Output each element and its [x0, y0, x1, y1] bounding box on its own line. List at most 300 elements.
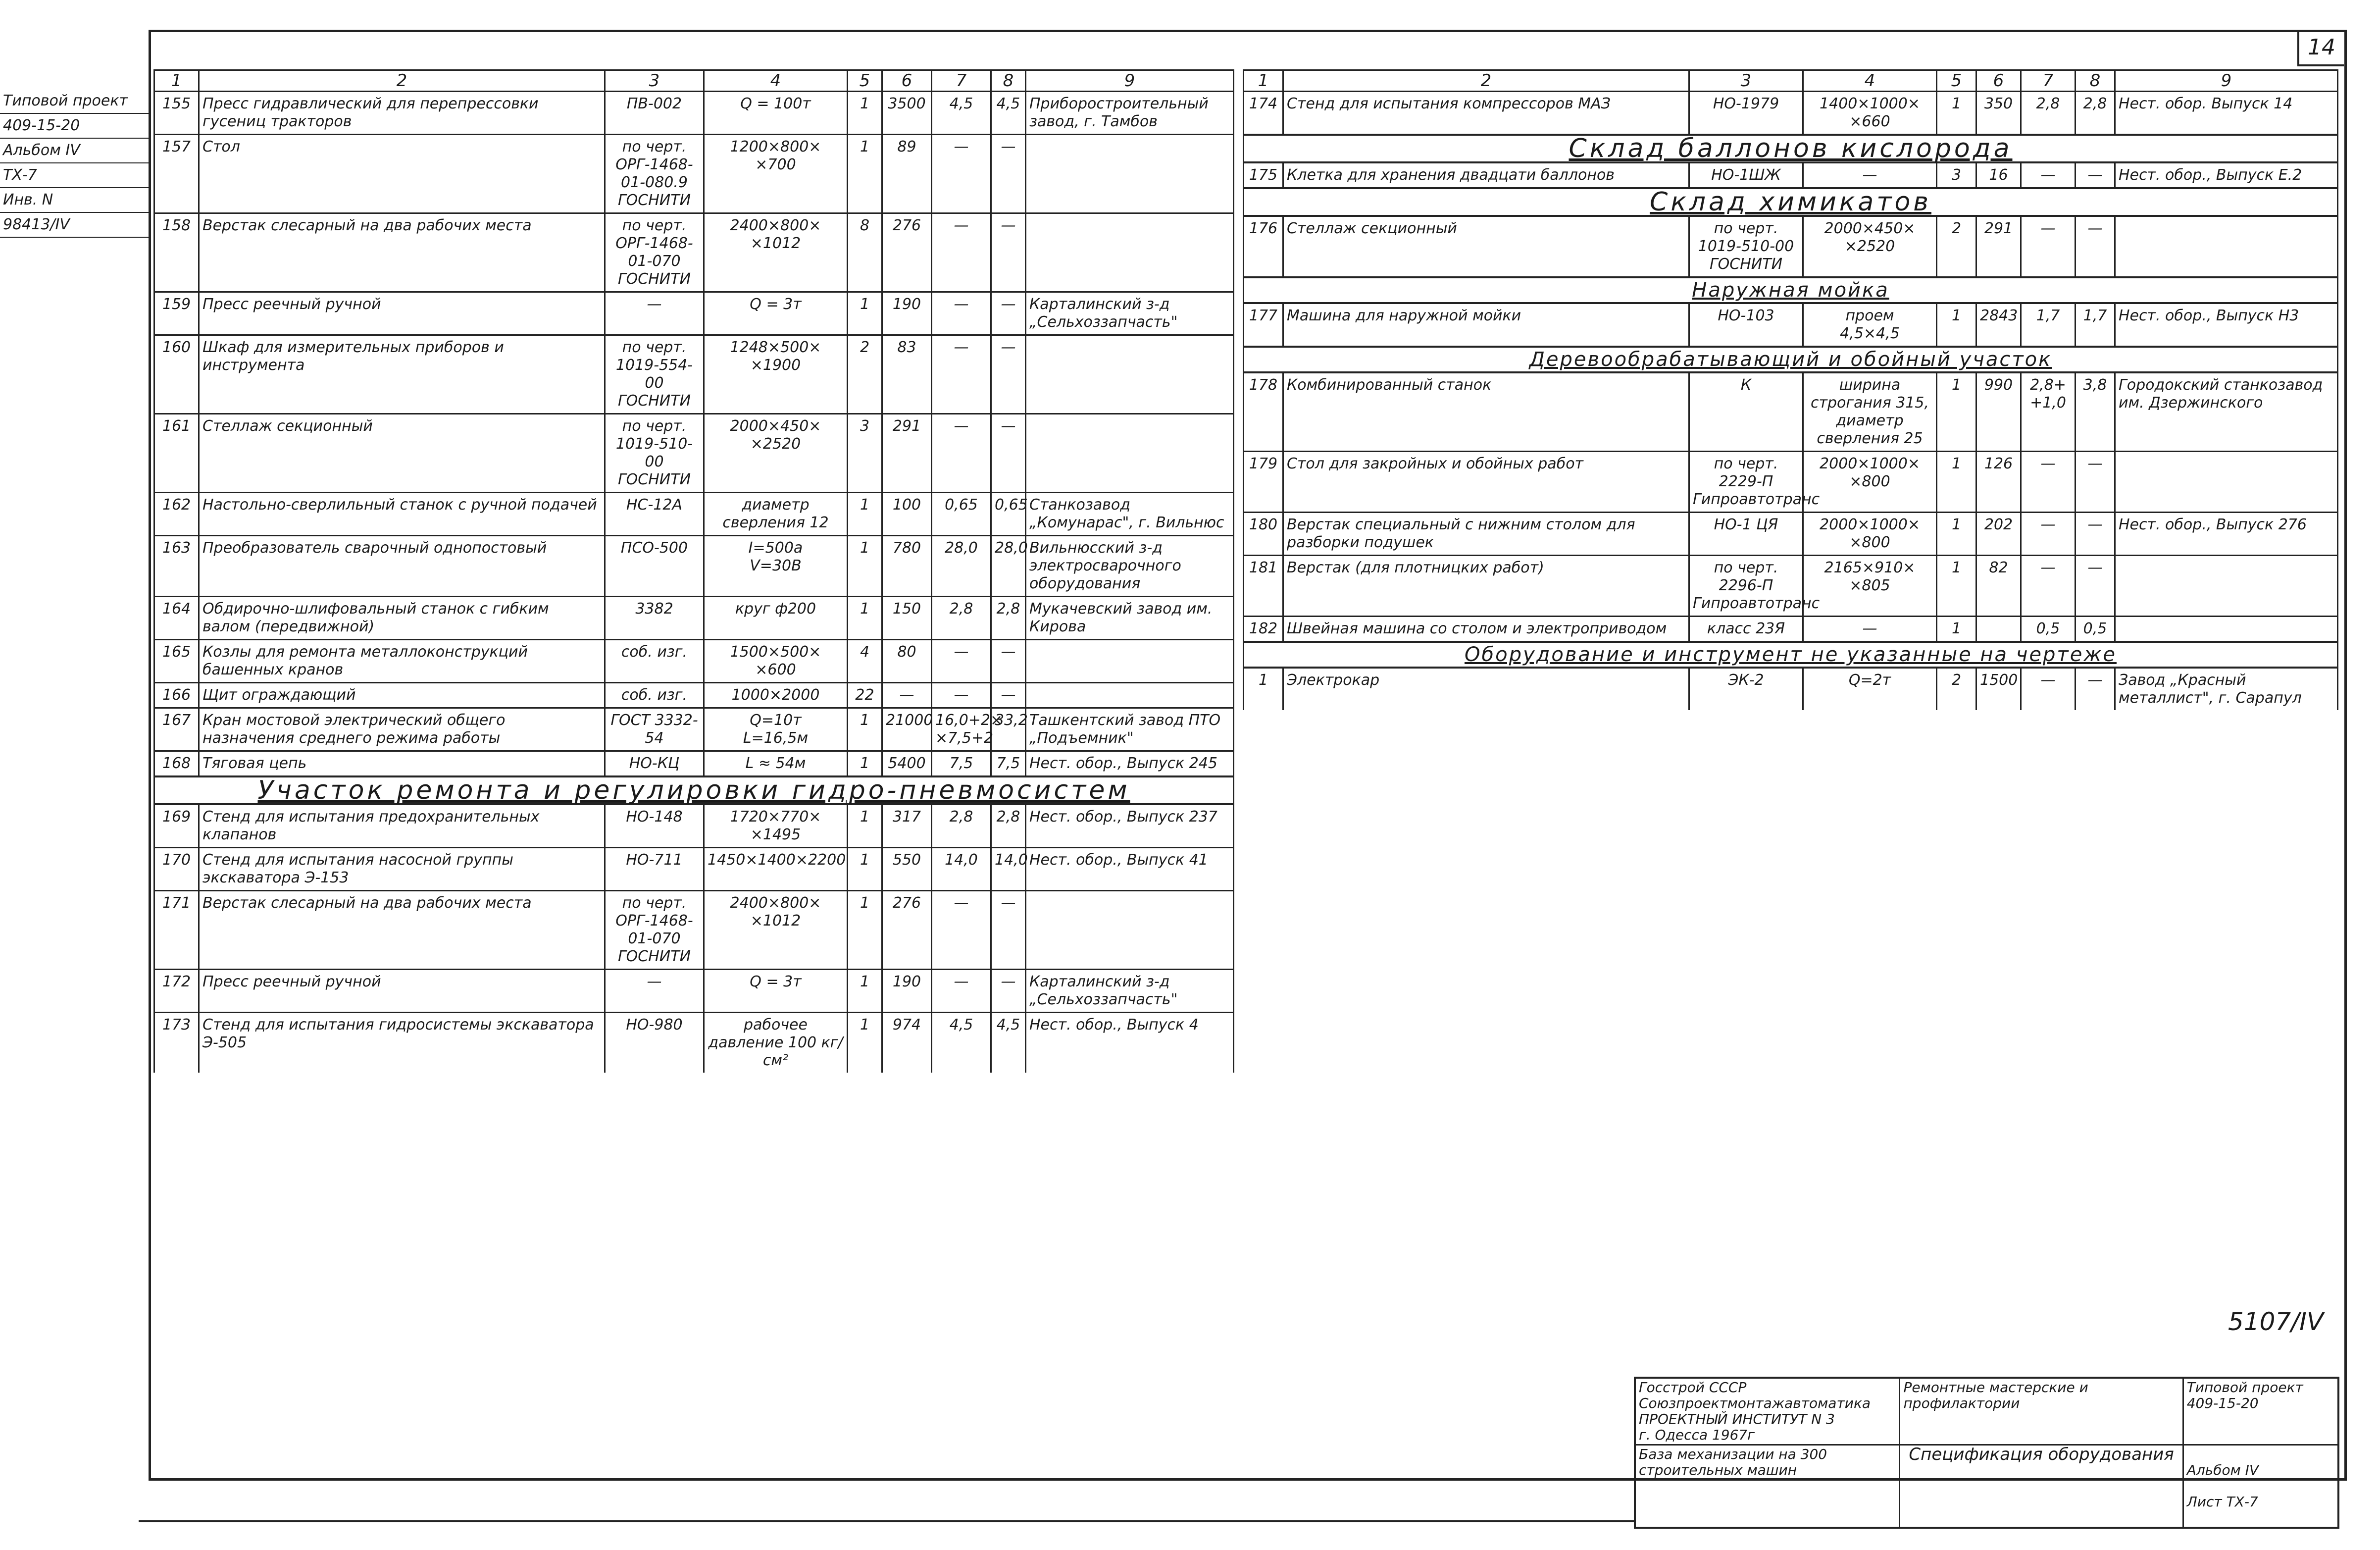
quantity: 1 [1937, 303, 1976, 347]
power-total: — [991, 683, 1026, 708]
power-unit: — [932, 292, 991, 335]
title-block [1634, 1377, 2339, 1529]
equipment-spec: 1200×800× ×700 [704, 135, 848, 213]
quantity: 4 [848, 640, 882, 683]
power-unit: — [2021, 162, 2076, 188]
power-unit: — [932, 414, 991, 493]
equipment-spec: диаметр сверления 12 [704, 493, 848, 536]
manufacturer: Нест. обор., Выпуск 4 [1026, 1013, 1234, 1073]
weight: 317 [882, 804, 932, 848]
equipment-mark: НО-711 [605, 848, 704, 891]
equipment-spec: 1248×500× ×1900 [704, 335, 848, 414]
quantity: 1 [848, 597, 882, 640]
page-number: 14 [2297, 30, 2344, 66]
power-unit: — [932, 640, 991, 683]
equipment-name: Щит ограждающий [199, 683, 605, 708]
row-number: 161 [154, 414, 199, 493]
power-total: — [991, 970, 1026, 1013]
quantity: 1 [1937, 452, 1976, 513]
weight: 16 [1976, 162, 2021, 188]
power-unit: 2,8 [2021, 92, 2076, 135]
title-block-doc-title: Спецификация оборудования [1900, 1445, 2183, 1528]
row-number: 175 [1244, 162, 1283, 188]
equipment-name: Стеллаж секционный [1283, 216, 1689, 277]
title-block-album-sheet [2183, 1445, 2338, 1528]
equipment-mark: ПВ-002 [605, 92, 704, 135]
quantity: 1 [1937, 513, 1976, 556]
table-row [154, 804, 1234, 848]
row-number: 163 [154, 536, 199, 597]
stamp-line: 98413/IV [0, 213, 149, 238]
title-block-album: Альбом IV [2186, 1462, 2259, 1478]
manufacturer: Карталинский з-д „Сельхоззапчасть" [1026, 292, 1234, 335]
table-row [1244, 617, 2338, 642]
table-row [1244, 513, 2338, 556]
equipment-name: Машина для наружной мойки [1283, 303, 1689, 347]
section-header [1244, 277, 2338, 303]
table-row [1244, 372, 2338, 452]
equipment-mark: по черт. 1019-510-00 ГОСНИТИ [1689, 216, 1803, 277]
equipment-table-right [1243, 69, 2338, 710]
column-header: 5 [848, 70, 882, 92]
row-number: 1 [1244, 668, 1283, 710]
equipment-spec: Q=2т [1803, 668, 1937, 710]
equipment-name: Стол [199, 135, 605, 213]
column-header: 3 [605, 70, 704, 92]
quantity: 1 [1937, 92, 1976, 135]
equipment-name: Комбинированный станок [1283, 372, 1689, 452]
equipment-name: Пресс реечный ручной [199, 292, 605, 335]
weight: 21000 [882, 708, 932, 751]
manufacturer [1026, 683, 1234, 708]
manufacturer [1026, 640, 1234, 683]
stamp-line: Типовой проект [0, 89, 149, 114]
row-number: 182 [1244, 617, 1283, 642]
power-unit: — [2021, 556, 2076, 617]
manufacturer: Нест. обор., Выпуск Н3 [2115, 303, 2338, 347]
power-total: 1,7 [2076, 303, 2115, 347]
equipment-name: Стенд для испытания предохранительных клапанов [199, 804, 605, 848]
equipment-name: Шкаф для измерительных приборов и инструмента [199, 335, 605, 414]
quantity: 1 [848, 1013, 882, 1073]
equipment-name: Клетка для хранения двадцати баллонов [1283, 162, 1689, 188]
equipment-mark: НС-12А [605, 493, 704, 536]
table-row [154, 597, 1234, 640]
weight: 291 [1976, 216, 2021, 277]
row-number: 160 [154, 335, 199, 414]
section-title: Склад баллонов кислорода [1244, 135, 2338, 162]
equipment-spec: 2000×1000× ×800 [1803, 452, 1937, 513]
section-header [1244, 347, 2338, 372]
equipment-name: Обдирочно-шлифовальный станок с гибким валом (передвижной) [199, 597, 605, 640]
equipment-spec: проем 4,5×4,5 [1803, 303, 1937, 347]
manufacturer: Городокский станкозавод им. Дзержинского [2115, 372, 2338, 452]
equipment-mark: по черт. ОРГ-1468-01-080.9 ГОСНИТИ [605, 135, 704, 213]
power-unit: — [932, 213, 991, 292]
weight: 202 [1976, 513, 2021, 556]
power-unit: 0,5 [2021, 617, 2076, 642]
equipment-mark: НО-1ШЖ [1689, 162, 1803, 188]
equipment-mark: НО-1 ЦЯ [1689, 513, 1803, 556]
equipment-mark: ЭК-2 [1689, 668, 1803, 710]
column-header: 6 [1976, 70, 2021, 92]
manufacturer: Завод „Красный металлист", г. Сарапул [2115, 668, 2338, 710]
stamp-line: ТХ-7 [0, 163, 149, 188]
row-number: 169 [154, 804, 199, 848]
equipment-spec: Q = 3т [704, 292, 848, 335]
weight: 83 [882, 335, 932, 414]
equipment-spec: 1450×1400×2200 [704, 848, 848, 891]
equipment-mark: НО-148 [605, 804, 704, 848]
equipment-spec: 2000×450× ×2520 [1803, 216, 1937, 277]
equipment-name: Верстак слесарный на два рабочих места [199, 891, 605, 970]
table-row [154, 92, 1234, 135]
section-title: Наружная мойка [1244, 277, 2338, 303]
power-total: 4,5 [991, 92, 1026, 135]
equipment-spec: Q=10т L=16,5м [704, 708, 848, 751]
power-unit: — [2021, 216, 2076, 277]
table-row [154, 751, 1234, 777]
quantity: 1 [1937, 372, 1976, 452]
weight: 3500 [882, 92, 932, 135]
section-header [154, 776, 1234, 804]
section-header [1244, 188, 2338, 216]
title-block-base: База механизации на 300 строительных машин [1635, 1445, 1900, 1528]
power-unit: — [932, 335, 991, 414]
power-total: — [2076, 668, 2115, 710]
column-header: 2 [1283, 70, 1689, 92]
equipment-name: Кран мостовой электрический общего назначения среднего режима работы [199, 708, 605, 751]
power-unit: — [2021, 452, 2076, 513]
equipment-mark: ПСО-500 [605, 536, 704, 597]
title-block-sheet: Лист ТХ-7 [2186, 1494, 2258, 1510]
equipment-name: Стенд для испытания компрессоров МАЗ [1283, 92, 1689, 135]
equipment-name: Верстак слесарный на два рабочих места [199, 213, 605, 292]
equipment-spec: 2000×1000× ×800 [1803, 513, 1937, 556]
column-header: 4 [1803, 70, 1937, 92]
power-unit: — [2021, 513, 2076, 556]
power-unit: 28,0 [932, 536, 991, 597]
power-total: 2,8 [991, 597, 1026, 640]
equipment-mark: ГОСТ 3332-54 [605, 708, 704, 751]
power-unit: — [932, 891, 991, 970]
row-number: 155 [154, 92, 199, 135]
manufacturer [1026, 891, 1234, 970]
manufacturer [1026, 414, 1234, 493]
power-unit: 2,8 [932, 804, 991, 848]
row-number: 170 [154, 848, 199, 891]
power-total: 0,5 [2076, 617, 2115, 642]
power-unit: — [932, 970, 991, 1013]
document-number: 5107/IV [2228, 1307, 2324, 1336]
power-total: — [2076, 452, 2115, 513]
manufacturer: Нест. обор., Выпуск 41 [1026, 848, 1234, 891]
quantity: 1 [848, 292, 882, 335]
row-number: 172 [154, 970, 199, 1013]
equipment-mark: НО-КЦ [605, 751, 704, 777]
quantity: 1 [1937, 556, 1976, 617]
manufacturer: Нест. обор., Выпуск 276 [2115, 513, 2338, 556]
weight: 80 [882, 640, 932, 683]
row-number: 159 [154, 292, 199, 335]
power-total: — [991, 213, 1026, 292]
table-row [1244, 162, 2338, 188]
quantity: 1 [848, 804, 882, 848]
power-unit: 7,5 [932, 751, 991, 777]
equipment-mark: 3382 [605, 597, 704, 640]
power-total: — [991, 891, 1026, 970]
equipment-name: Стеллаж секционный [199, 414, 605, 493]
quantity: 1 [848, 891, 882, 970]
weight: 780 [882, 536, 932, 597]
quantity: 1 [848, 970, 882, 1013]
equipment-spec: круг ф200 [704, 597, 848, 640]
table-row [154, 640, 1234, 683]
table-row [1244, 216, 2338, 277]
equipment-name: Пресс гидравлический для перепрессовки гусениц тракторов [199, 92, 605, 135]
equipment-mark: по черт. 2229-П Гипроавтотранс [1689, 452, 1803, 513]
manufacturer [2115, 556, 2338, 617]
equipment-spec: 1500×500× ×600 [704, 640, 848, 683]
weight: 100 [882, 493, 932, 536]
power-total: 0,65 [991, 493, 1026, 536]
equipment-mark: НО-103 [1689, 303, 1803, 347]
quantity: 2 [848, 335, 882, 414]
equipment-spec: 1720×770× ×1495 [704, 804, 848, 848]
manufacturer: Нест. обор., Выпуск Е.2 [2115, 162, 2338, 188]
manufacturer [2115, 617, 2338, 642]
equipment-spec: 2000×450× ×2520 [704, 414, 848, 493]
manufacturer: Ташкентский завод ПТО „Подъемник" [1026, 708, 1234, 751]
weight: 126 [1976, 452, 2021, 513]
power-unit: — [932, 683, 991, 708]
power-total: 28,0 [991, 536, 1026, 597]
power-unit: 4,5 [932, 92, 991, 135]
power-total: — [2076, 216, 2115, 277]
weight: 276 [882, 213, 932, 292]
section-header [1244, 135, 2338, 162]
power-unit: — [932, 135, 991, 213]
quantity: 1 [848, 493, 882, 536]
quantity: 3 [1937, 162, 1976, 188]
equipment-name: Электрокар [1283, 668, 1689, 710]
quantity: 3 [848, 414, 882, 493]
power-unit: 4,5 [932, 1013, 991, 1073]
weight: 974 [882, 1013, 932, 1073]
manufacturer [1026, 135, 1234, 213]
weight: 150 [882, 597, 932, 640]
section-title: Деревообрабатывающий и обойный участок [1244, 347, 2338, 372]
power-total: — [991, 292, 1026, 335]
power-total: 7,5 [991, 751, 1026, 777]
equipment-mark: по черт. 1019-510-00 ГОСНИТИ [605, 414, 704, 493]
column-header: 1 [154, 70, 199, 92]
row-number: 178 [1244, 372, 1283, 452]
power-total: 2,8 [2076, 92, 2115, 135]
equipment-spec: 2165×910× ×805 [1803, 556, 1937, 617]
equipment-spec: L ≈ 54м [704, 751, 848, 777]
column-header: 9 [1026, 70, 1234, 92]
power-unit: 1,7 [2021, 303, 2076, 347]
section-header [1244, 642, 2338, 668]
weight: 276 [882, 891, 932, 970]
row-number: 173 [154, 1013, 199, 1073]
equipment-mark: по черт. 2296-П Гипроавтотранс [1689, 556, 1803, 617]
table-row [154, 414, 1234, 493]
column-header: 1 [1244, 70, 1283, 92]
equipment-name: Стенд для испытания насосной группы экскаватора Э-153 [199, 848, 605, 891]
column-header: 2 [199, 70, 605, 92]
equipment-name: Преобразователь сварочный однопостовый [199, 536, 605, 597]
power-total: — [991, 335, 1026, 414]
row-number: 166 [154, 683, 199, 708]
equipment-name: Настольно-сверлильный станок с ручной подачей [199, 493, 605, 536]
equipment-mark: — [605, 970, 704, 1013]
equipment-spec: 2400×800× ×1012 [704, 891, 848, 970]
column-header: 6 [882, 70, 932, 92]
quantity: 1 [848, 848, 882, 891]
power-unit: 2,8+ +1,0 [2021, 372, 2076, 452]
title-block-project: Типовой проект 409-15-20 [2183, 1378, 2338, 1445]
table-row [154, 536, 1234, 597]
row-number: 171 [154, 891, 199, 970]
power-total: — [2076, 162, 2115, 188]
power-total: 33,2 [991, 708, 1026, 751]
quantity: 2 [1937, 216, 1976, 277]
weight: 990 [1976, 372, 2021, 452]
table-row [1244, 303, 2338, 347]
power-unit: 14,0 [932, 848, 991, 891]
quantity: 1 [1937, 617, 1976, 642]
manufacturer: Нест. обор., Выпуск 237 [1026, 804, 1234, 848]
table-row [154, 1013, 1234, 1073]
equipment-name: Стол для закройных и обойных работ [1283, 452, 1689, 513]
manufacturer: Вильнюсский з-д электросварочного оборудования [1026, 536, 1234, 597]
manufacturer: Нест. обор. Выпуск 14 [2115, 92, 2338, 135]
equipment-name: Пресс реечный ручной [199, 970, 605, 1013]
column-header: 9 [2115, 70, 2338, 92]
power-total: 2,8 [991, 804, 1026, 848]
power-total: — [2076, 513, 2115, 556]
stamp-line: 409-15-20 [0, 114, 149, 139]
stamp-line: Альбом IV [0, 139, 149, 163]
title-block-object: Ремонтные мастерские и профилактории [1900, 1378, 2183, 1445]
weight: 550 [882, 848, 932, 891]
weight: 291 [882, 414, 932, 493]
quantity: 1 [848, 536, 882, 597]
equipment-spec: 2400×800× ×1012 [704, 213, 848, 292]
equipment-mark: класс 23Я [1689, 617, 1803, 642]
equipment-mark: по черт. 1019-554-00 ГОСНИТИ [605, 335, 704, 414]
row-number: 167 [154, 708, 199, 751]
manufacturer: Карталинский з-д „Сельхоззапчасть" [1026, 970, 1234, 1013]
equipment-mark: соб. изг. [605, 683, 704, 708]
row-number: 162 [154, 493, 199, 536]
manufacturer: Станкозавод „Комунарас", г. Вильнюс [1026, 493, 1234, 536]
weight [1976, 617, 2021, 642]
equipment-name: Верстак (для плотницких работ) [1283, 556, 1689, 617]
power-total: — [991, 640, 1026, 683]
power-unit: 16,0+2× ×7,5+2 [932, 708, 991, 751]
weight: 1500 [1976, 668, 2021, 710]
equipment-name: Тяговая цепь [199, 751, 605, 777]
table-row [154, 683, 1234, 708]
column-header: 4 [704, 70, 848, 92]
equipment-name: Стенд для испытания гидросистемы экскаватора Э-505 [199, 1013, 605, 1073]
power-total: 4,5 [991, 1013, 1026, 1073]
row-number: 164 [154, 597, 199, 640]
table-row [154, 708, 1234, 751]
table-row [154, 213, 1234, 292]
manufacturer: Приборостроительный завод, г. Тамбов [1026, 92, 1234, 135]
power-total: — [2076, 556, 2115, 617]
equipment-spec: рабочее давление 100 кг/см² [704, 1013, 848, 1073]
table-row [154, 135, 1234, 213]
column-header: 3 [1689, 70, 1803, 92]
row-number: 168 [154, 751, 199, 777]
side-stamp [0, 89, 149, 238]
equipment-mark: НО-1979 [1689, 92, 1803, 135]
row-number: 177 [1244, 303, 1283, 347]
power-total: 3,8 [2076, 372, 2115, 452]
section-title: Склад химикатов [1244, 188, 2338, 216]
equipment-name: Верстак специальный с нижним столом для разборки подушек [1283, 513, 1689, 556]
row-number: 165 [154, 640, 199, 683]
equipment-spec: — [1803, 162, 1937, 188]
equipment-mark: по черт. ОРГ-1468-01-070 ГОСНИТИ [605, 891, 704, 970]
equipment-spec: ширина строгания 315, диаметр сверления 25 [1803, 372, 1937, 452]
equipment-spec: — [1803, 617, 1937, 642]
manufacturer [2115, 452, 2338, 513]
section-title: Участок ремонта и регулировки гидро-пневмосистем [154, 776, 1234, 804]
equipment-mark: соб. изг. [605, 640, 704, 683]
weight: 5400 [882, 751, 932, 777]
power-total: — [991, 414, 1026, 493]
manufacturer [1026, 213, 1234, 292]
row-number: 158 [154, 213, 199, 292]
manufacturer: Нест. обор., Выпуск 245 [1026, 751, 1234, 777]
quantity: 1 [848, 135, 882, 213]
table-row [1244, 556, 2338, 617]
quantity: 2 [1937, 668, 1976, 710]
column-header: 8 [991, 70, 1026, 92]
equipment-name: Швейная машина со столом и электроприводом [1283, 617, 1689, 642]
quantity: 1 [848, 751, 882, 777]
table-row [1244, 668, 2338, 710]
equipment-name: Козлы для ремонта металлоконструкций башенных кранов [199, 640, 605, 683]
column-header: 8 [2076, 70, 2115, 92]
equipment-spec: I=500а V=30В [704, 536, 848, 597]
equipment-spec: 1000×2000 [704, 683, 848, 708]
power-unit: — [2021, 668, 2076, 710]
power-unit: 2,8 [932, 597, 991, 640]
manufacturer [2115, 216, 2338, 277]
manufacturer [1026, 335, 1234, 414]
row-number: 180 [1244, 513, 1283, 556]
table-row [154, 292, 1234, 335]
weight: 190 [882, 292, 932, 335]
table-row [1244, 452, 2338, 513]
bottom-rule [139, 1520, 1634, 1522]
weight: 2843 [1976, 303, 2021, 347]
quantity: 22 [848, 683, 882, 708]
equipment-spec: Q = 3т [704, 970, 848, 1013]
equipment-spec: 1400×1000× ×660 [1803, 92, 1937, 135]
quantity: 8 [848, 213, 882, 292]
equipment-table-left [153, 69, 1234, 1073]
row-number: 179 [1244, 452, 1283, 513]
quantity: 1 [848, 708, 882, 751]
